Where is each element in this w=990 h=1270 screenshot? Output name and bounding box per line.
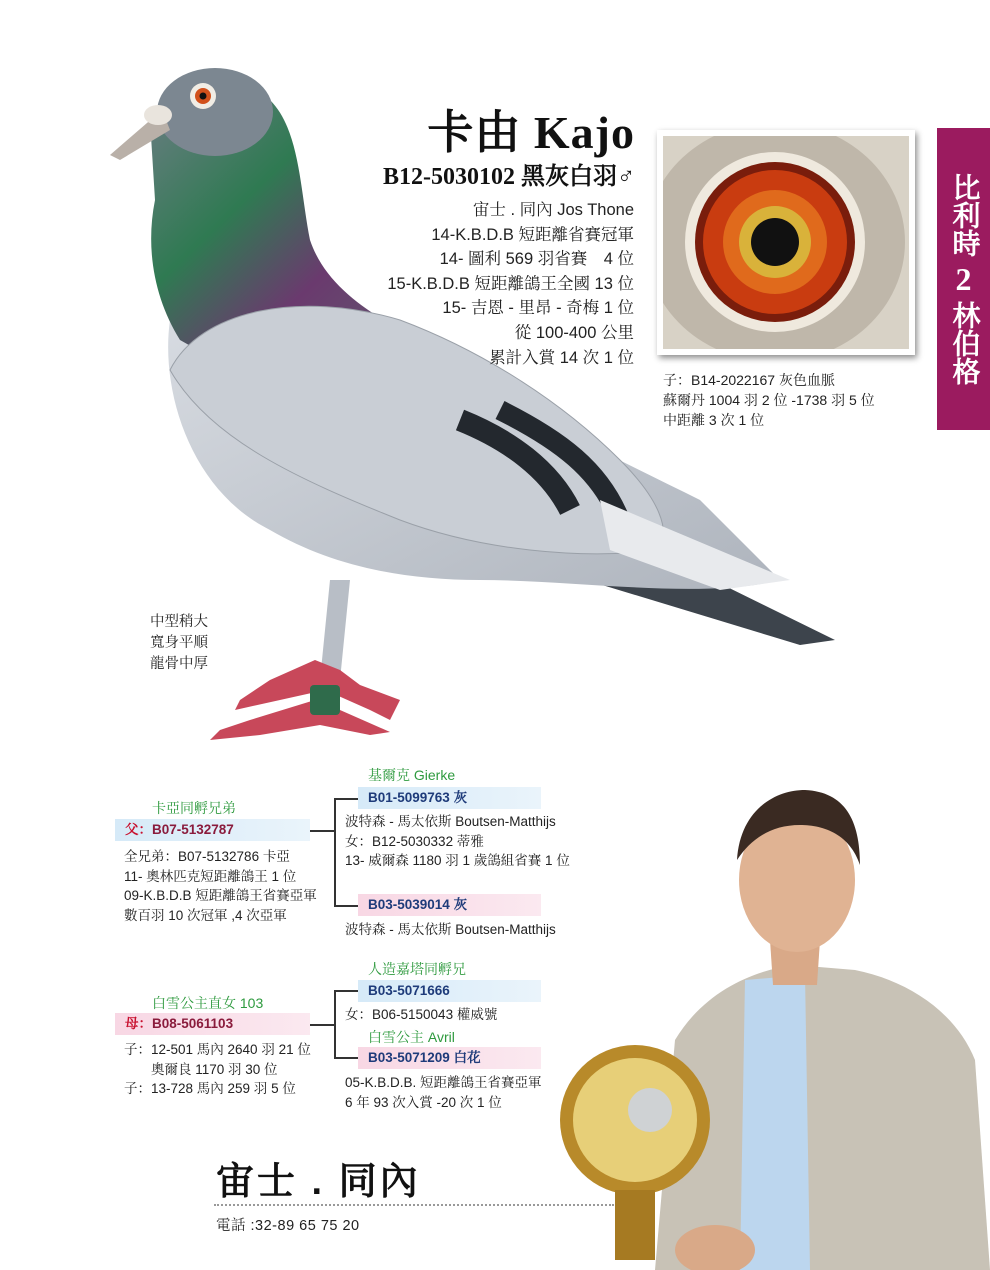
dam-detail-line: 子：13-728 馬內 259 羽 5 位 [124, 1081, 296, 1096]
sire-bracket [334, 798, 336, 906]
achievement-line: 14-K.B.D.B 短距離省賽冠軍 [431, 225, 634, 244]
achievement-line: 15- 吉恩 - 里昂 - 奇梅 1 位 [442, 299, 634, 318]
sire-detail-line: 全兄弟：B07-5132786 卡亞 [124, 849, 290, 864]
pigeon-name: 卡由 Kajo [427, 107, 635, 158]
sire-grandsire-detail-line: 女：B12-5030332 蒂雅 [345, 833, 484, 849]
sire-grandsire-ring: B01-5099763 灰 [358, 787, 541, 809]
achievements-list [300, 198, 634, 370]
sire-bracket-top [334, 798, 358, 800]
sire-ring: B07-5132787 [152, 822, 234, 837]
side-tab-number: 2 [955, 261, 972, 297]
achievement-line: 宙士 . 同內 Jos Thone [472, 201, 634, 219]
sire-note: 卡亞同孵兄弟 [152, 800, 236, 816]
side-tab-country: 比利時 [948, 173, 980, 257]
eye-caption [663, 370, 875, 430]
sire-label: 父： [125, 822, 152, 837]
eye-photo [663, 136, 909, 349]
dam-grandsire-note: 人造嘉塔同孵兄 [368, 961, 466, 977]
build-note: 寬身平順 [150, 635, 208, 651]
dam-bracket [334, 990, 336, 1058]
ring-number: B12-5030102 黑灰白羽♂ [383, 164, 635, 190]
eye-caption-line: 子：B14-2022167 灰色血脈 [663, 372, 835, 388]
dam-grandsire-details [345, 1005, 497, 1025]
sire-grandsire-detail-line: 波特森 - 馬太依斯 Boutsen-Matthijs [345, 814, 556, 829]
dam-detail-line: 奧爾良 1170 羽 30 位 [124, 1061, 278, 1077]
dam-granddam-detail-line: 6 年 93 次入賞 -20 次 1 位 [345, 1094, 502, 1110]
owner-photo [555, 780, 990, 1270]
dam-granddam-detail-line: 05-K.B.D.B. 短距離鴿王省賽亞軍 [345, 1075, 542, 1090]
sire-granddam-details [345, 920, 556, 940]
achievement-line: 14- 圖利 569 羽省賽 4 位 [439, 250, 634, 269]
sire-detail-line: 11- 奧林匹克短距離鴿王 1 位 [124, 868, 297, 884]
achievement-line: 累計入賞 14 次 1 位 [489, 348, 634, 367]
sire-detail-line: 數百羽 10 次冠軍 ,4 次亞軍 [124, 907, 287, 923]
owner-name: 宙士 . 同內 [216, 1161, 421, 1203]
sire-grandsire-note: 基爾克 Gierke [368, 767, 456, 783]
dam-detail-line: 子：12-501 馬內 2640 羽 21 位 [124, 1042, 311, 1057]
country-side-tab [937, 128, 990, 430]
sire-ring-box [115, 819, 310, 841]
eye-photo-frame [657, 130, 915, 355]
dam-grandsire-detail-line: 女：B06-5150043 權威號 [345, 1007, 498, 1022]
dam-bracket-bottom [334, 1057, 358, 1059]
sire-grandsire-detail-line: 13- 威爾森 1180 羽 1 歲鴿組省賽 1 位 [345, 853, 570, 868]
owner-phone: 電話 :32-89 65 75 20 [216, 1218, 360, 1234]
sire-granddam-detail-line: 波特森 - 馬太依斯 Boutsen-Matthijs [345, 922, 556, 937]
owner-divider [214, 1204, 614, 1206]
dam-ring: B08-5061103 [152, 1016, 234, 1031]
dam-granddam-ring: B03-5071209 白花 [358, 1047, 541, 1069]
dam-bracket-top [334, 990, 358, 992]
achievement-line: 15-K.B.D.B 短距離鴿王全國 13 位 [387, 274, 634, 293]
dam-grandsire-ring: B03-5071666 [358, 980, 541, 1002]
dam-granddam-note: 白雪公主 Avril [368, 1029, 455, 1045]
sire-details [124, 847, 317, 925]
dam-note: 白雪公主直女 103 [152, 995, 264, 1011]
dam-granddam-details [345, 1073, 542, 1112]
side-tab-name: 林伯格 [948, 301, 980, 385]
sire-grandsire-details [345, 812, 570, 871]
achievement-line: 從 100-400 公里 [514, 323, 634, 342]
sire-granddam-ring: B03-5039014 灰 [358, 894, 541, 916]
sire-connector [310, 830, 334, 832]
sire-detail-line: 09-K.B.D.B 短距離鴿王省賽亞軍 [124, 888, 317, 903]
dam-connector [310, 1024, 334, 1026]
eye-caption-line: 中距離 3 次 1 位 [663, 412, 765, 428]
sire-bracket-bottom [334, 905, 358, 907]
build-notes [150, 612, 208, 675]
build-note: 中型稍大 [150, 614, 208, 630]
dam-details [124, 1040, 311, 1099]
dam-ring-box [115, 1013, 310, 1035]
eye-caption-line: 蘇爾丹 1004 羽 2 位 -1738 羽 5 位 [663, 392, 875, 408]
dam-label: 母： [125, 1016, 152, 1031]
build-note: 龍骨中厚 [150, 656, 208, 672]
